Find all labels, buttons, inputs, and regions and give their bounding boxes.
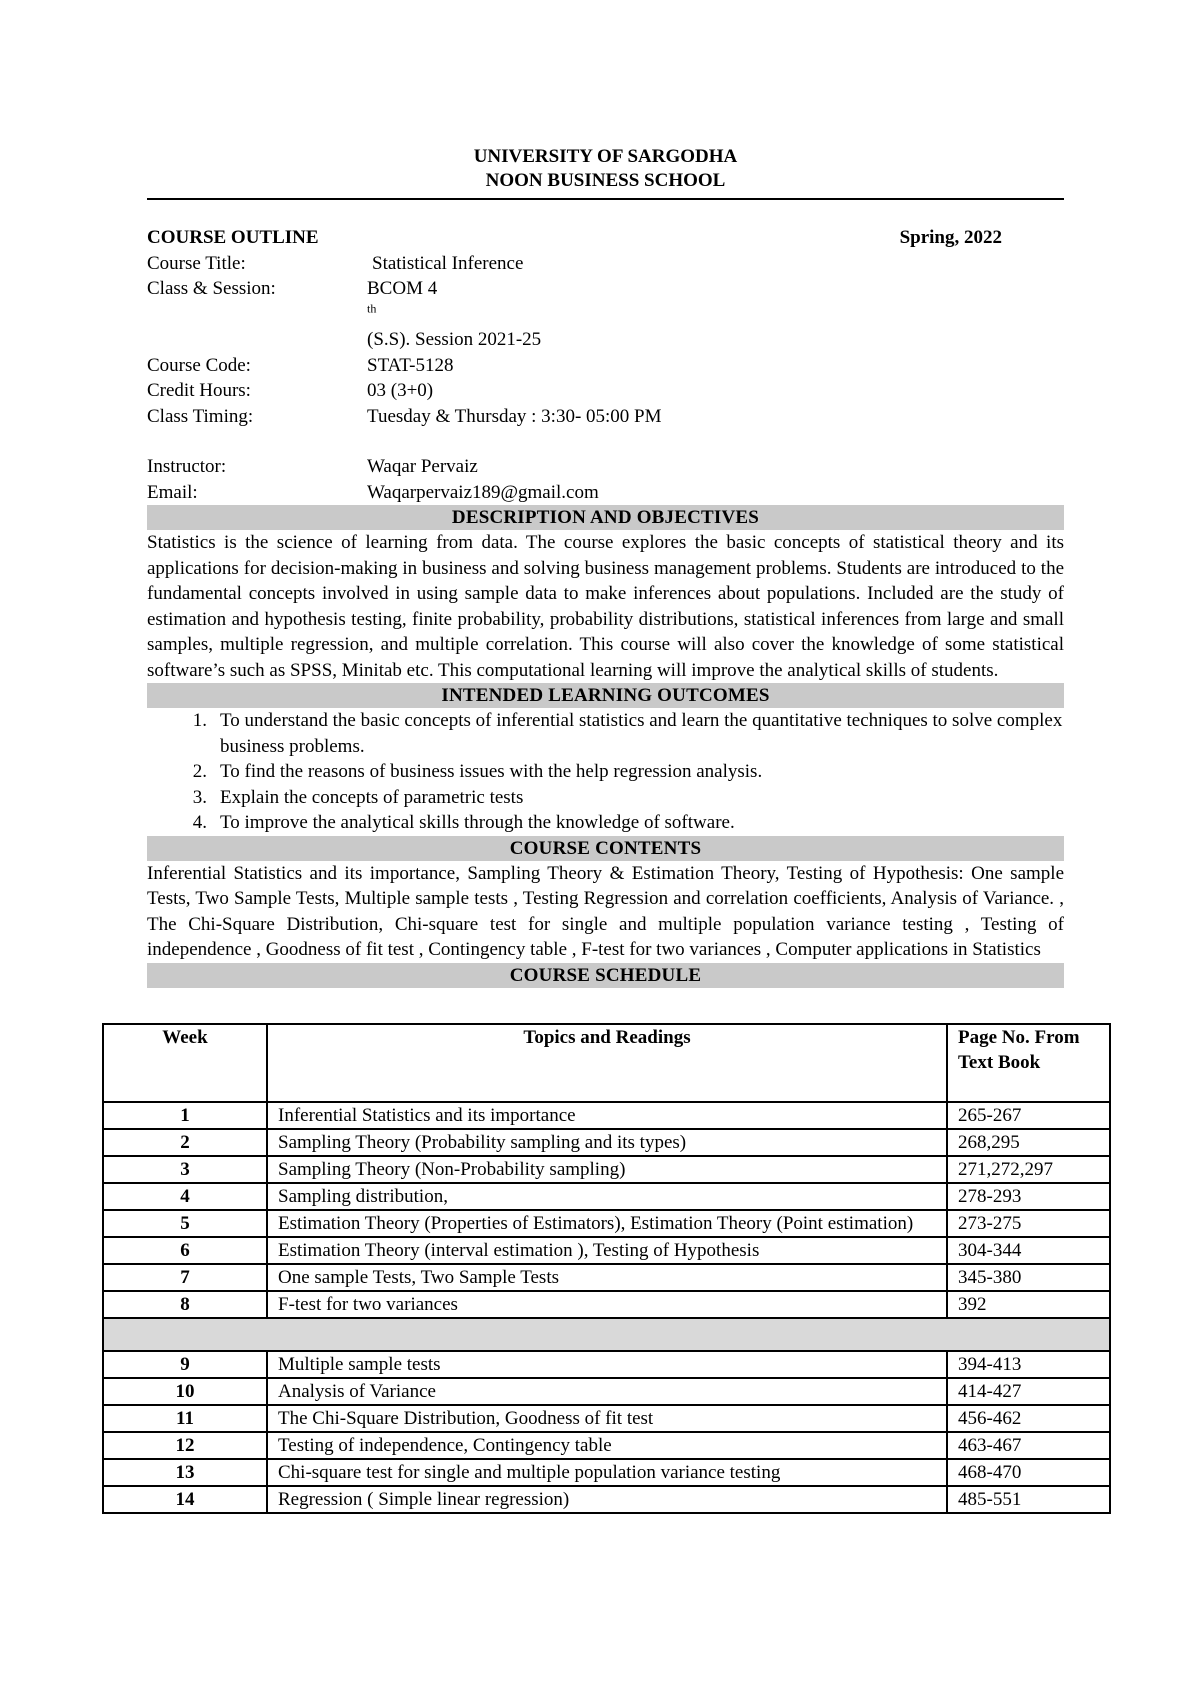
col-pages-header: Page No. From Text Book <box>947 1024 1110 1102</box>
contents-text: Inferential Statistics and its importance, Sampling Theory & Estimation Theory, Testing of Hypothesis: One sample Tests, Two Sample Tests, Multiple sample tests , Testing Regression and correlation coefficients, Analysis of Variance. , The Chi-Square Distribution, Chi-square test for single and multiple population variance testing , Testing of independence , Goodness of fit test , Contingency table , F-test for two variances , Computer applications in Statistics <box>147 862 1064 960</box>
outcomes-list <box>147 708 1064 836</box>
topic-cell: Chi-square test for single and multiple population variance testing <box>267 1459 947 1486</box>
pages-cell: 392 <box>947 1291 1110 1318</box>
week-cell: 11 <box>103 1405 267 1432</box>
week-cell: 6 <box>103 1237 267 1264</box>
schedule-rows-second-half <box>103 1351 1110 1513</box>
pages-cell: 414-427 <box>947 1378 1110 1405</box>
outline-row <box>147 225 1064 251</box>
table-row <box>103 1156 1110 1183</box>
table-header-row <box>103 1024 1110 1102</box>
topic-cell: One sample Tests, Two Sample Tests <box>267 1264 947 1291</box>
week-cell: 14 <box>103 1486 267 1513</box>
table-row <box>103 1351 1110 1378</box>
pages-cell: 456-462 <box>947 1405 1110 1432</box>
class-timing-value: Tuesday & Thursday : 3:30- 05:00 PM <box>367 405 662 427</box>
table-row <box>103 1291 1110 1318</box>
table-row <box>103 1432 1110 1459</box>
outcomes-heading: INTENDED LEARNING OUTCOMES <box>147 683 1064 708</box>
topic-cell: Estimation Theory (Properties of Estimators), Estimation Theory (Point estimation) <box>267 1210 947 1237</box>
instructor-value: Waqar Pervaiz <box>367 456 478 477</box>
week-cell: 12 <box>103 1432 267 1459</box>
week-cell: 4 <box>103 1183 267 1210</box>
topic-cell: Estimation Theory (interval estimation ), Testing of Hypothesis <box>267 1237 947 1264</box>
course-info <box>147 251 1064 506</box>
pages-cell: 278-293 <box>947 1183 1110 1210</box>
table-row <box>103 1210 1110 1237</box>
topic-cell: Sampling distribution, <box>267 1183 947 1210</box>
topic-cell: Sampling Theory (Probability sampling and its types) <box>267 1129 947 1156</box>
topic-cell: Multiple sample tests <box>267 1351 947 1378</box>
table-row <box>103 1405 1110 1432</box>
week-cell: 9 <box>103 1351 267 1378</box>
class-timing-label: Class Timing: <box>147 405 254 427</box>
week-cell: 8 <box>103 1291 267 1318</box>
col-topics-header: Topics and Readings <box>267 1024 947 1102</box>
week-cell: 5 <box>103 1210 267 1237</box>
pages-cell: 273-275 <box>947 1210 1110 1237</box>
course-code-value: STAT-5128 <box>367 354 454 376</box>
header-rule <box>147 198 1064 200</box>
document-content <box>147 145 1064 988</box>
instructor-label: Instructor: <box>147 456 227 477</box>
description-text: Statistics is the science of learning from data. The course explores the basic concepts of statistical theory and its applications for decision-making in business and solving business management problems. Students are introduced to the fundamental concepts involved in using sample data to make inferences about populations. Included are the study of estimation and hypothesis testing, finite probability, probability distributions, statistical inferences from large and small samples, multiple regression, and multiple correlation. This course will also cover the knowledge of some statistical software’s such as SPSS, Minitab etc. This computational learning will improve the analytical skills of students. <box>147 532 1064 681</box>
pages-cell: 268,295 <box>947 1129 1110 1156</box>
week-cell: 1 <box>103 1102 267 1129</box>
list-item: 1. To understand the basic concepts of inferential statistics and learn the quantitative techniques to solve complex business problems. <box>192 710 1063 757</box>
description-heading: DESCRIPTION AND OBJECTIVES <box>147 505 1064 530</box>
course-title-value: Statistical Inference <box>372 252 524 274</box>
class-session-label: Class & Session: <box>147 278 276 299</box>
email-label: Email: <box>147 481 198 503</box>
table-row <box>103 1129 1110 1156</box>
table-row <box>103 1486 1110 1513</box>
week-cell: 3 <box>103 1156 267 1183</box>
credit-hours-value: 03 (3+0) <box>367 380 434 401</box>
week-cell: 7 <box>103 1264 267 1291</box>
table-row <box>103 1459 1110 1486</box>
pages-cell: 394-413 <box>947 1351 1110 1378</box>
university-name: UNIVERSITY OF SARGODHA <box>473 146 738 167</box>
week-cell: 2 <box>103 1129 267 1156</box>
pages-cell: 485-551 <box>947 1486 1110 1513</box>
list-item: 2. To find the reasons of business issues with the help regression analysis. <box>192 761 763 782</box>
school-name: NOON BUSINESS SCHOOL <box>485 170 726 191</box>
topic-cell: The Chi-Square Distribution, Goodness of fit test <box>267 1405 947 1432</box>
topic-cell: Inferential Statistics and its importance <box>267 1102 947 1129</box>
table-row <box>103 1237 1110 1264</box>
week-cell: 13 <box>103 1459 267 1486</box>
topic-cell: Sampling Theory (Non-Probability sampling) <box>267 1156 947 1183</box>
topic-cell: Regression ( Simple linear regression) <box>267 1486 947 1513</box>
midterm-break-row <box>103 1318 1110 1351</box>
credit-hours-label: Credit Hours: <box>147 380 251 401</box>
contents-heading: COURSE CONTENTS <box>147 836 1064 861</box>
schedule-heading: COURSE SCHEDULE <box>147 963 1064 988</box>
table-row <box>103 1102 1110 1129</box>
table-row <box>103 1378 1110 1405</box>
list-item: 3. Explain the concepts of parametric tests <box>192 786 524 808</box>
table-row <box>103 1183 1110 1210</box>
outline-label: COURSE OUTLINE <box>147 227 319 248</box>
topic-cell: F-test for two variances <box>267 1291 947 1318</box>
course-code-label: Course Code: <box>147 354 251 376</box>
table-row <box>103 1264 1110 1291</box>
pages-cell: 345-380 <box>947 1264 1110 1291</box>
course-title-label: Course Title: <box>147 252 246 274</box>
pages-cell: 463-467 <box>947 1432 1110 1459</box>
email-value: Waqarpervaiz189@gmail.com <box>367 481 599 503</box>
term-label: Spring, 2022 <box>899 227 1002 248</box>
schedule-rows-first-half <box>103 1102 1110 1318</box>
col-week-header: Week <box>103 1024 267 1102</box>
topic-cell: Analysis of Variance <box>267 1378 947 1405</box>
class-session-value: BCOM 4 $^{th}$ (S.S). Session 2021-25 <box>367 278 542 350</box>
pages-cell: 468-470 <box>947 1459 1110 1486</box>
schedule-table <box>102 1023 1111 1514</box>
topic-cell: Testing of independence, Contingency table <box>267 1432 947 1459</box>
week-cell: 10 <box>103 1378 267 1405</box>
pages-cell: 271,272,297 <box>947 1156 1110 1183</box>
pages-cell: 304-344 <box>947 1237 1110 1264</box>
pages-cell: 265-267 <box>947 1102 1110 1129</box>
list-item: 4. To improve the analytical skills through the knowledge of software. <box>192 812 735 833</box>
